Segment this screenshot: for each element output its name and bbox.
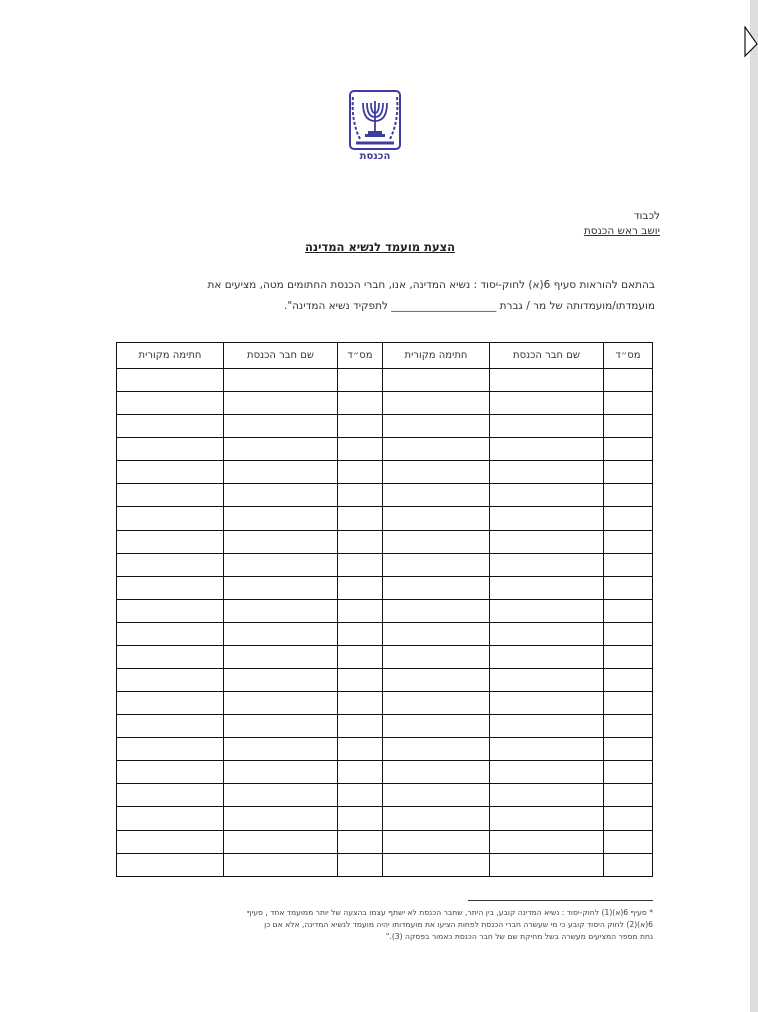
table-cell [604,415,653,438]
table-cell [490,461,604,484]
header-mk-name-2: שם חבר הכנסת [224,343,338,369]
table-row [117,738,653,761]
table-cell [224,669,338,692]
table-cell [117,830,224,853]
table-cell [604,553,653,576]
table-cell [117,669,224,692]
table-cell [490,622,604,645]
addressee-line-2: יושב ראש הכנסת [583,225,660,237]
table-cell [604,853,653,876]
table-cell [224,507,338,530]
table-cell [490,369,604,392]
table-cell [338,784,383,807]
table-cell [338,461,383,484]
table-cell [338,645,383,668]
table-cell [383,645,490,668]
table-cell [117,599,224,622]
table-cell [117,807,224,830]
table-cell [338,392,383,415]
table-cell [604,692,653,715]
table-row [117,645,653,668]
table-row [117,784,653,807]
table-cell [117,645,224,668]
table-row [117,507,653,530]
table-cell [224,438,338,461]
table-row [117,392,653,415]
table-cell [604,761,653,784]
table-row [117,484,653,507]
table-cell [490,599,604,622]
mouse-cursor-icon [744,26,758,58]
table-cell [338,853,383,876]
table-cell [224,853,338,876]
table-cell [224,553,338,576]
table-cell [338,761,383,784]
table-cell [490,415,604,438]
table-cell [383,622,490,645]
table-cell [383,461,490,484]
table-cell [604,461,653,484]
table-cell [117,369,224,392]
table-cell [383,530,490,553]
table-cell [117,692,224,715]
table-cell [224,715,338,738]
table-cell [383,692,490,715]
signature-table [116,342,653,877]
table-cell [117,392,224,415]
table-cell [224,392,338,415]
header-mk-name-1: שם חבר הכנסת [490,343,604,369]
table-cell [224,461,338,484]
table-cell [224,761,338,784]
table-cell [117,461,224,484]
table-cell [490,853,604,876]
table-cell [338,622,383,645]
table-cell [224,369,338,392]
table-cell [383,599,490,622]
table-cell [117,484,224,507]
table-row [117,715,653,738]
table-cell [117,784,224,807]
table-cell [604,438,653,461]
footnote-separator [468,900,653,901]
addressee-line-1: לכבוד [633,210,660,222]
table-cell [383,830,490,853]
table-row [117,830,653,853]
table-cell [490,392,604,415]
table-cell [383,761,490,784]
table-cell [383,853,490,876]
table-row [117,576,653,599]
table-row [117,761,653,784]
table-cell [224,645,338,668]
table-row [117,530,653,553]
table-cell [490,553,604,576]
table-cell [338,576,383,599]
table-cell [490,784,604,807]
table-cell [224,738,338,761]
header-signature-2: חתימה מקורית [117,343,224,369]
table-cell [490,645,604,668]
table-header-row [117,343,653,369]
table-cell [490,738,604,761]
table-cell [604,369,653,392]
table-cell [117,530,224,553]
document-title: הצעת מועמד לנשיא המדינה [304,240,456,254]
table-cell [604,484,653,507]
table-cell [383,807,490,830]
table-cell [338,738,383,761]
table-cell [224,830,338,853]
table-row [117,853,653,876]
table-row [117,807,653,830]
table-cell [490,576,604,599]
table-cell [338,599,383,622]
table-cell [490,830,604,853]
header-serial-1: מס״ד [604,343,653,369]
table-cell [604,530,653,553]
table-cell [117,576,224,599]
header-signature-1: חתימה מקורית [383,343,490,369]
table-row [117,415,653,438]
table-cell [383,369,490,392]
table-cell [224,622,338,645]
table-cell [338,369,383,392]
table-cell [383,392,490,415]
table-cell [117,553,224,576]
table-cell [117,853,224,876]
emblem-caption: הכנסת [359,151,391,162]
table-cell [338,438,383,461]
table-cell [604,645,653,668]
table-cell [338,692,383,715]
table-cell [604,576,653,599]
table-row [117,438,653,461]
table-row [117,553,653,576]
table-cell [224,807,338,830]
footnote [93,907,653,943]
table-cell [383,438,490,461]
header-serial-2: מס״ד [338,343,383,369]
table-cell [338,415,383,438]
table-cell [490,507,604,530]
table-cell [490,692,604,715]
table-cell [224,484,338,507]
table-cell [604,599,653,622]
table-cell [604,392,653,415]
table-cell [338,807,383,830]
table-row [117,692,653,715]
table-cell [604,807,653,830]
table-row [117,669,653,692]
table-cell [117,507,224,530]
table-cell [338,484,383,507]
table-cell [117,415,224,438]
table-cell [338,553,383,576]
table-cell [224,599,338,622]
table-cell [224,576,338,599]
table-cell [338,669,383,692]
table-cell [117,738,224,761]
footnote-line-2: 6(א)(2) לחוק היסוד קובע כי מי שעשרה חברי הכנסת לפחות הציעו את מועמדותו יהיה מועמד לנשיא המדינה, אלא אם כן [264,920,653,929]
table-cell [604,622,653,645]
footnote-line-1: * סעיף 6(א)(1) לחוק-יסוד : נשיא המדינה קובע, בין היתר, שחבר הכנסת לא ישתף עצמו בהצעה של יותר ממועמד אחד , סעיף [246,908,653,917]
table-cell [224,692,338,715]
table-cell [338,507,383,530]
table-cell [383,784,490,807]
table-cell [383,669,490,692]
table-cell [338,530,383,553]
table-cell [224,784,338,807]
table-cell [117,715,224,738]
table-cell [117,622,224,645]
table-cell [604,738,653,761]
table-row [117,622,653,645]
table-cell [490,807,604,830]
table-cell [490,530,604,553]
table-cell [383,738,490,761]
table-cell [383,715,490,738]
table-cell [338,830,383,853]
knesset-emblem-icon [348,89,402,151]
table-cell [224,415,338,438]
table-cell [338,715,383,738]
table-cell [224,530,338,553]
table-cell [490,438,604,461]
table-cell [383,415,490,438]
vertical-scrollbar[interactable] [750,0,758,1012]
table-row [117,369,653,392]
table-cell [604,830,653,853]
table-cell [490,761,604,784]
table-cell [383,484,490,507]
footnote-line-3: נחת מספר המציעים מעשרה בשל מחיקת שם של חבר הכנסת כאמור בפסקה (3)." [385,932,653,941]
table-cell [490,669,604,692]
paragraph-line-2: מועמדתו/מועמדותה של מר / גברת ____________________ לתפקיד נשיא המדינה". [284,300,655,312]
table-cell [604,715,653,738]
table-cell [383,576,490,599]
table-row [117,599,653,622]
table-cell [604,784,653,807]
table-cell [490,484,604,507]
paragraph-line-1: בהתאם להוראות סעיף 6(א) לחוק-יסוד : נשיא המדינה, אנו, חברי הכנסת החתומים מטה, מציעים את [207,279,655,291]
table-cell [383,553,490,576]
table-cell [117,438,224,461]
table-cell [117,761,224,784]
table-cell [383,507,490,530]
table-row [117,461,653,484]
table-cell [490,715,604,738]
table-cell [604,669,653,692]
table-cell [604,507,653,530]
